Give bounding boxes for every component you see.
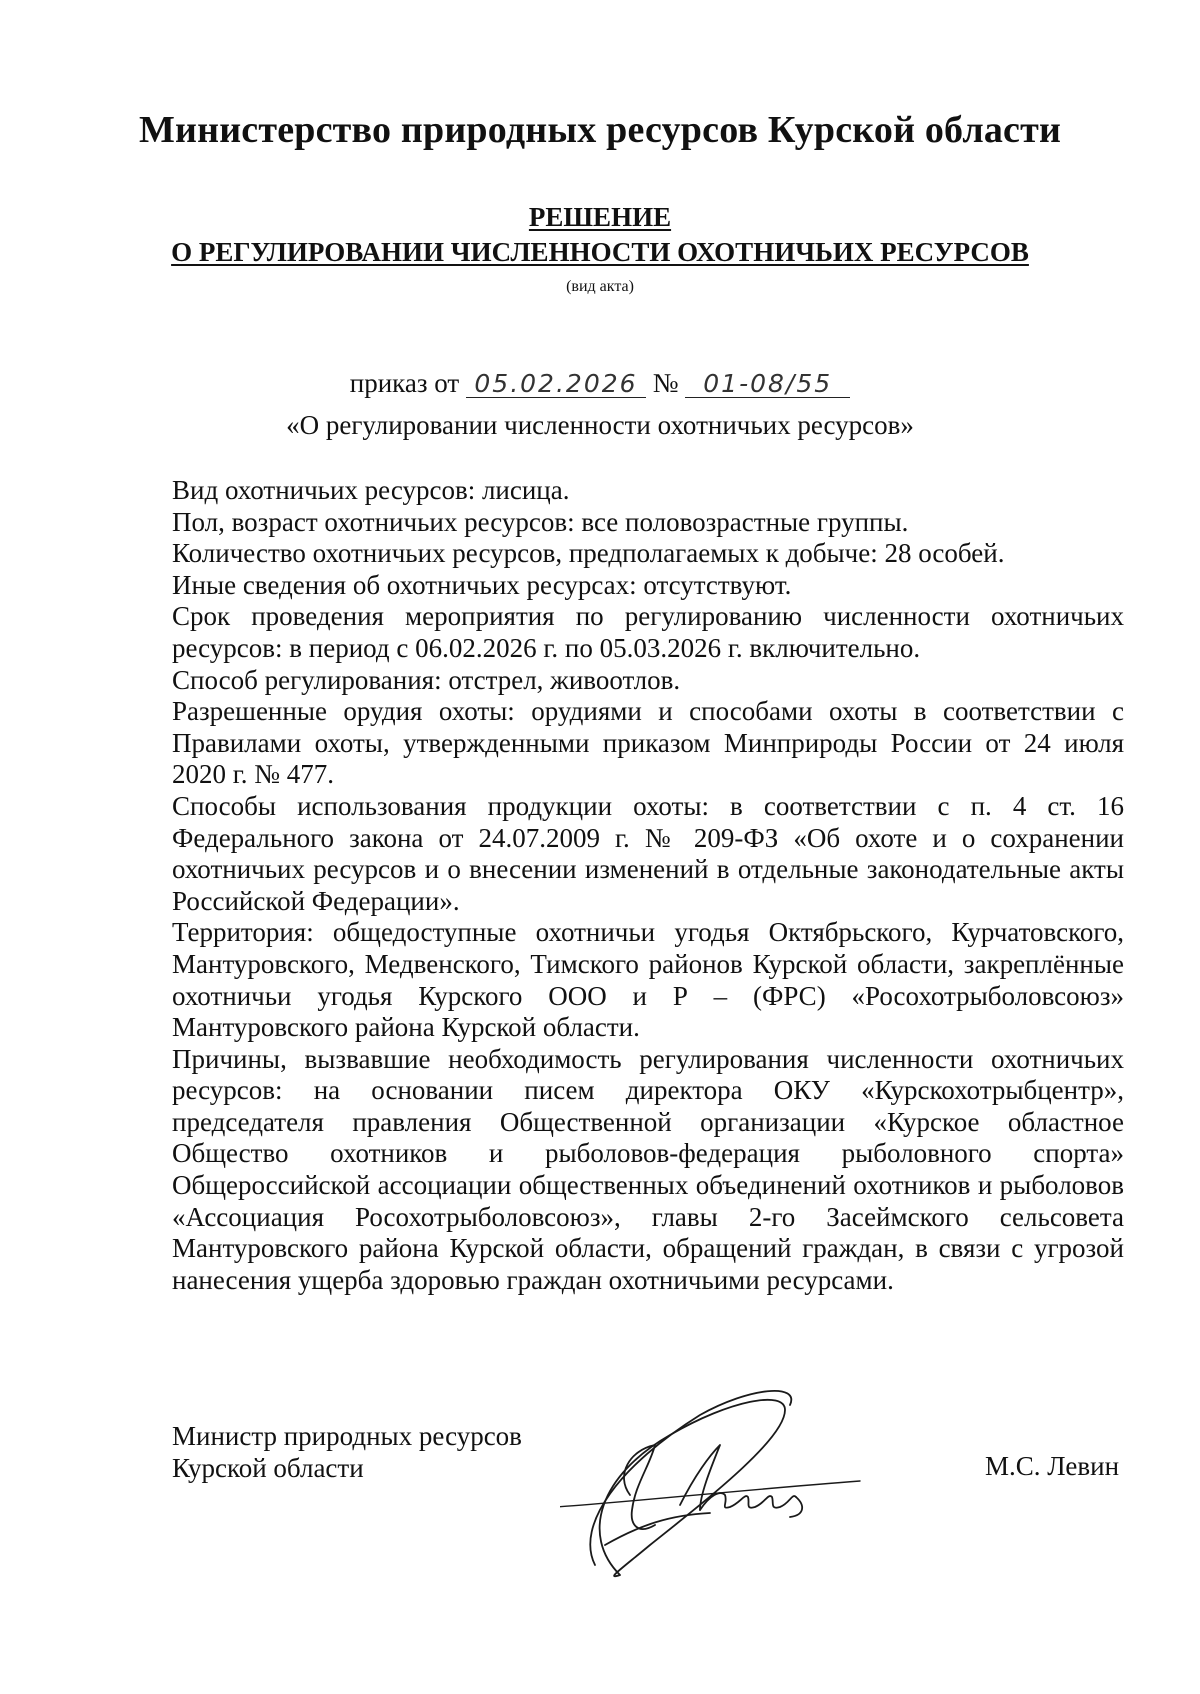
body-paragraph: Причины, вызвавшие необходимость регулирования численности охотничьих ресурсов: на основании писем директора ОКУ «Курскохотрыбцентр», председателя правления Общественной организации «Курское областное Общество охотников и рыболовов-федерация рыболовного спорта» Общероссийской ассоциации общественных объединений охотников и рыболовов «Ассоциация Росохотрыболовсоюз», главы 2-го Засеймского сельсовета Мантуровского района Курской области, обращений граждан, в связи с угрозой нанесения ущерба здоровью граждан охотничьими ресурсами.: [172, 1043, 1124, 1295]
body-paragraph: Способы использования продукции охоты: в соответствии с п. 4 ст. 16 Федерального закона от 24.07.2009 г. № 209-ФЗ «Об охоте и о сохранении охотничьих ресурсов и о внесении изменений в отдельные законодательные акты Российской Федерации».: [172, 790, 1124, 916]
body-paragraph: Вид охотничьих ресурсов: лисица.: [172, 475, 570, 505]
order-prefix: приказ от: [349, 368, 460, 398]
document-body: [172, 475, 1124, 1296]
order-line: [0, 368, 1200, 399]
handwritten-signature-icon: [560, 1385, 890, 1585]
signer-position: [172, 1420, 522, 1484]
body-paragraph: Срок проведения мероприятия по регулированию численности охотничьих ресурсов: в период с 06.02.2026 г. по 05.03.2026 г. включительно.: [172, 601, 1124, 663]
act-kind-caption: (вид акта): [566, 278, 634, 295]
order-title: «О регулировании численности охотничьих ресурсов»: [286, 410, 914, 440]
signer-position-line: Курской области: [172, 1453, 364, 1483]
order-number-sign: №: [652, 368, 679, 398]
order-number-handwritten: 01-08/55: [685, 371, 850, 398]
signer-position-line: Министр природных ресурсов: [172, 1421, 522, 1451]
body-paragraph: Количество охотничьих ресурсов, предполагаемых к добыче: 28 особей.: [172, 538, 1005, 569]
act-subject: О РЕГУЛИРОВАНИИ ЧИСЛЕННОСТИ ОХОТНИЧЬИХ РЕСУРСОВ: [171, 237, 1029, 267]
body-paragraph: Территория: общедоступные охотничьи угодья Октябрьского, Курчатовского, Мантуровского, Медвенского, Тимского районов Курской области, закреплённые охотничьи угодья Курского ООО и Р – (ФРС) «Росохотрыболовсоюз» Мантуровского района Курской области.: [172, 917, 1124, 1043]
body-paragraph: Разрешенные орудия охоты: орудиями и способами охоты в соответствии с Правилами охоты, утвержденными приказом Минприроды России от 24 июля 2020 г. № 477.: [172, 696, 1124, 790]
act-title: РЕШЕНИЕ: [528, 202, 672, 232]
body-paragraph: Иные сведения об охотничьих ресурсах: отсутствуют.: [172, 569, 792, 600]
body-paragraph: Пол, возраст охотничьих ресурсов: все половозрастные группы.: [172, 506, 909, 537]
order-date-handwritten: 05.02.2026: [466, 371, 646, 398]
ministry-name: Министерство природных ресурсов Курской области: [138, 109, 1062, 151]
signer-name: М.С. Левин: [985, 1451, 1120, 1481]
body-paragraph: Способ регулирования: отстрел, живоотлов.: [172, 664, 681, 695]
